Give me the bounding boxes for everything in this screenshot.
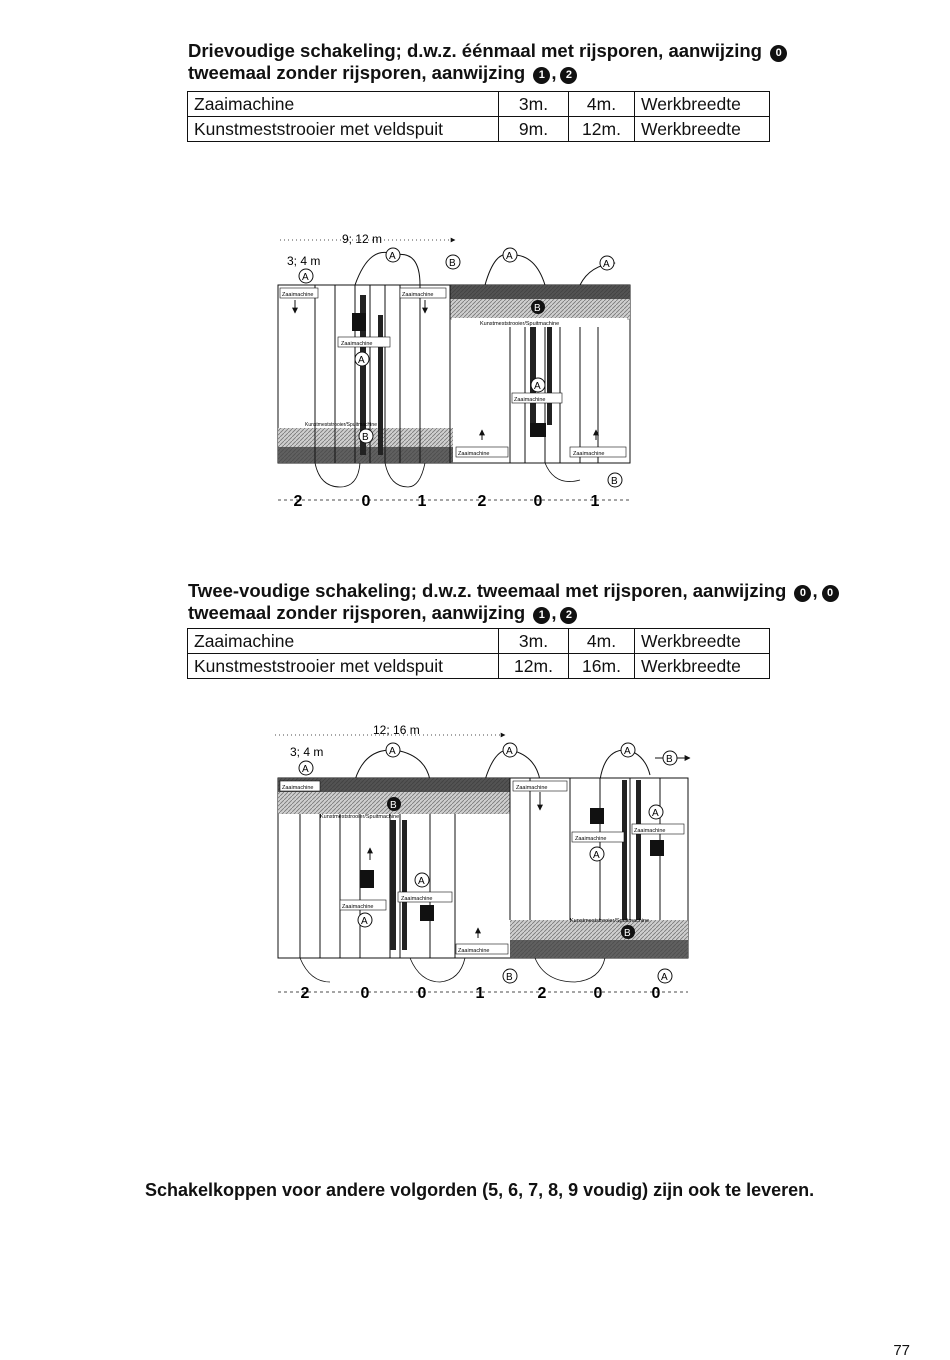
zaaimachine-label: Zaaimachine bbox=[516, 785, 548, 791]
page-number: 77 bbox=[893, 1342, 910, 1359]
zaaimachine-label: Zaaimachine bbox=[575, 836, 607, 842]
marker-a: A bbox=[302, 272, 309, 283]
sequence-number: 2 bbox=[300, 985, 310, 1002]
sequence-number: 2 bbox=[477, 493, 487, 510]
sequence-number: 0 bbox=[360, 985, 370, 1002]
table-cell: 3m. bbox=[499, 92, 569, 117]
section1-spec-table bbox=[187, 91, 770, 142]
span-label: 12; 16 m bbox=[373, 723, 420, 737]
table-cell: Werkbreedte bbox=[635, 92, 770, 117]
indicator-badge: 2 bbox=[560, 607, 577, 624]
sequence-number: 0 bbox=[361, 493, 371, 510]
sequence-number: 0 bbox=[651, 985, 661, 1002]
marker-a: A bbox=[534, 381, 541, 392]
table-cell: Zaaimachine bbox=[188, 629, 499, 654]
section1-heading-line2: tweemaal zonder rijsporen, aanwijzing bbox=[188, 62, 526, 83]
marker-b: B bbox=[624, 928, 631, 939]
indicator-badge: 2 bbox=[560, 67, 577, 84]
zaaimachine-label: Zaaimachine bbox=[401, 896, 433, 902]
marker-a: A bbox=[418, 876, 425, 887]
table-cell: Kunstmeststrooier met veldspuit bbox=[188, 654, 499, 679]
table-cell: 3m. bbox=[499, 629, 569, 654]
marker-a: A bbox=[506, 746, 513, 757]
width-label: 3; 4 m bbox=[287, 254, 321, 268]
sequence-number: 2 bbox=[537, 985, 547, 1002]
zaaimachine-label: Zaaimachine bbox=[458, 451, 490, 457]
zaaimachine-label: Zaaimachine bbox=[514, 397, 546, 403]
section1-field-diagram bbox=[260, 225, 650, 525]
marker-b: B bbox=[390, 800, 397, 811]
table-row bbox=[188, 629, 770, 654]
marker-a: A bbox=[624, 746, 631, 757]
table-row bbox=[188, 654, 770, 679]
marker-b: B bbox=[666, 754, 673, 765]
sequence-number: 1 bbox=[590, 493, 600, 510]
marker-a: A bbox=[302, 764, 309, 775]
footer-note: Schakelkoppen voor andere volgorden (5, 6, 7, 8, 9 voudig) zijn ook te leveren. bbox=[145, 1180, 815, 1200]
indicator-badge: 0 bbox=[822, 585, 839, 602]
table-cell: Werkbreedte bbox=[635, 629, 770, 654]
table-cell: 9m. bbox=[499, 117, 569, 142]
marker-b: B bbox=[506, 972, 513, 983]
marker-a: A bbox=[361, 916, 368, 927]
indicator-badge: 1 bbox=[533, 67, 550, 84]
marker-b: B bbox=[534, 303, 541, 314]
table-cell: 12m. bbox=[499, 654, 569, 679]
table-cell: 4m. bbox=[569, 629, 635, 654]
section2-heading-line2: tweemaal zonder rijsporen, aanwijzing bbox=[188, 602, 526, 623]
indicator-badge: 1 bbox=[533, 607, 550, 624]
sequence-number: 1 bbox=[417, 493, 427, 510]
section2-field-diagram bbox=[260, 720, 710, 1010]
sequence-number: 0 bbox=[533, 493, 543, 510]
section2-heading-line1: Twee-voudige schakeling; d.w.z. tweemaal met rijsporen, aanwijzing bbox=[188, 580, 787, 601]
zaaimachine-label: Zaaimachine bbox=[282, 785, 314, 791]
sequence-number: 0 bbox=[417, 985, 427, 1002]
table-cell: Zaaimachine bbox=[188, 92, 499, 117]
marker-b: B bbox=[611, 476, 618, 487]
zaaimachine-label: Zaaimachine bbox=[634, 828, 666, 834]
table-cell: 16m. bbox=[569, 654, 635, 679]
marker-a: A bbox=[652, 808, 659, 819]
kunstmest-label: Kunstmeststrooier/Spuitmachine bbox=[570, 918, 650, 924]
kunstmest-label: Kunstmeststrooier/Spuitmachine bbox=[480, 321, 560, 327]
table-row bbox=[188, 117, 770, 142]
marker-b: B bbox=[449, 258, 456, 269]
width-label: 3; 4 m bbox=[290, 745, 324, 759]
table-cell: 4m. bbox=[569, 92, 635, 117]
zaaimachine-label: Zaaimachine bbox=[573, 451, 605, 457]
kunstmest-label: Kunstmeststrooier/Spuitmachine bbox=[305, 422, 377, 428]
section2-spec-table bbox=[187, 628, 770, 679]
marker-a: A bbox=[358, 355, 365, 366]
zaaimachine-label: Zaaimachine bbox=[458, 948, 490, 954]
table-cell: Kunstmeststrooier met veldspuit bbox=[188, 117, 499, 142]
zaaimachine-label: Zaaimachine bbox=[282, 292, 314, 298]
marker-a: A bbox=[506, 251, 513, 262]
section2-heading: Twee-voudige schakeling; d.w.z. tweemaal met rijsporen, aanwijzing 0 , 0 tweemaal zonder rijsporen, aanwijzing 1 , 2 bbox=[188, 580, 839, 624]
zaaimachine-label: Zaaimachine bbox=[402, 292, 434, 298]
marker-a: A bbox=[389, 746, 396, 757]
sequence-number: 1 bbox=[475, 985, 485, 1002]
section1-heading-line1: Drievoudige schakeling; d.w.z. éénmaal met rijsporen, aanwijzing bbox=[188, 40, 762, 61]
sequence-number: 2 bbox=[293, 493, 303, 510]
section1-heading: Drievoudige schakeling; d.w.z. éénmaal met rijsporen, aanwijzing 0 tweemaal zonder rijsporen, aanwijzing 1 , 2 bbox=[188, 40, 787, 84]
table-row bbox=[188, 92, 770, 117]
span-label: 9; 12 m bbox=[342, 232, 383, 246]
sequence-number: 0 bbox=[593, 985, 603, 1002]
zaaimachine-label: Zaaimachine bbox=[342, 904, 374, 910]
marker-b: B bbox=[362, 432, 369, 443]
indicator-badge: 0 bbox=[770, 45, 787, 62]
table-cell: Werkbreedte bbox=[635, 117, 770, 142]
table-cell: Werkbreedte bbox=[635, 654, 770, 679]
kunstmest-label: Kunstmeststrooier/Spuitmachine bbox=[320, 814, 400, 820]
zaaimachine-label: Zaaimachine bbox=[341, 341, 373, 347]
marker-a: A bbox=[593, 850, 600, 861]
table-cell: 12m. bbox=[569, 117, 635, 142]
marker-a: A bbox=[661, 972, 668, 983]
marker-a: A bbox=[603, 259, 610, 270]
marker-a: A bbox=[389, 251, 396, 262]
indicator-badge: 0 bbox=[794, 585, 811, 602]
